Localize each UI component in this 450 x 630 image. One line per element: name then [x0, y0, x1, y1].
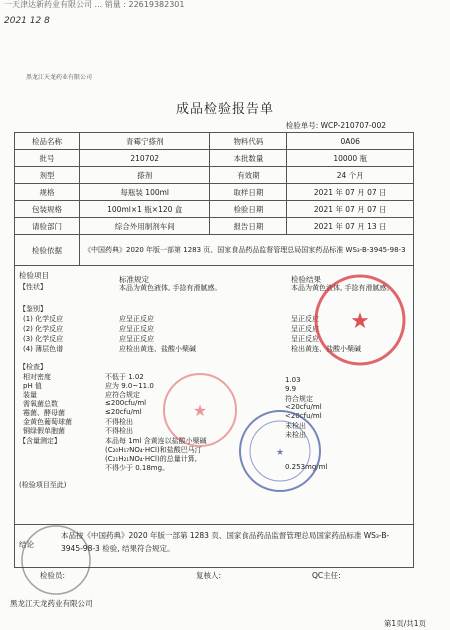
pack-label: 包装规格: [15, 201, 80, 218]
document-title: 成品检验报告单: [175, 102, 274, 117]
batch-label: 批号: [15, 150, 80, 167]
ident-item-4: (4) 薄层色谱: [23, 345, 64, 353]
dept-label: 请验部门: [15, 218, 80, 235]
name-value: 青霉宁搽剂: [80, 133, 210, 150]
qty-label: 本批数量: [210, 150, 287, 167]
check-item-2: pH 值: [23, 382, 42, 390]
check-item-6: 金黄色葡萄球菌: [23, 418, 72, 426]
col-result-header: 检验结果: [291, 275, 321, 284]
pack-value: 100ml×1 瓶×120 盒: [80, 201, 210, 218]
validity-label: 有效期: [210, 167, 287, 184]
basis-value: 《中国药典》2020 年版一部第 1283 页、国家食品药品监督管理总局国家药品标准 WS₃-B-3945-98-3: [80, 235, 414, 266]
character-result: 本品为黄色液体, 手捻有滑腻感。: [291, 284, 394, 292]
type-label: 剂型: [15, 167, 80, 184]
ident-std-3: 应呈正反应: [119, 335, 154, 343]
ident-item-3: (3) 化学反应: [23, 335, 64, 343]
ident-std-1: 应呈正反应: [119, 315, 154, 323]
assay-result: 0.253mg/ml: [285, 463, 328, 471]
name-label: 检品名称: [15, 133, 80, 150]
assay-std-4: 不得少于 0.18mg。: [105, 464, 170, 472]
company-stamp-faded: [160, 370, 240, 450]
svg-text:★: ★: [350, 309, 370, 334]
sample-date-label: 取样日期: [210, 184, 287, 201]
ident-std-2: 应呈正反应: [119, 325, 154, 333]
character-standard: 本品为黄色液体, 手捻有滑腻感。: [119, 284, 222, 292]
check-std-5: ≤20cfu/ml: [105, 408, 142, 416]
col-item-header: 检验项目: [19, 271, 49, 280]
dept-value: 综合外用制剂车间: [80, 218, 210, 235]
ident-heading: 【鉴别】: [19, 305, 47, 313]
svg-text:★: ★: [275, 448, 285, 458]
spec-value: 每瓶装 100ml: [80, 184, 210, 201]
basis-label: 检验依据: [15, 235, 80, 266]
lab-stamp: [16, 520, 96, 600]
company-footer: 黑龙江天龙药业有限公司: [10, 599, 93, 608]
code-value: 0A06: [287, 133, 414, 150]
info-table: [14, 132, 414, 266]
assay-std-3: (C₂₁H₂₁NO₄·HCl)的总量计算,: [105, 455, 197, 463]
check-res-6: 未检出: [285, 422, 306, 430]
col-standard-header: 标准规定: [119, 275, 149, 284]
check-item-3: 装量: [23, 391, 37, 399]
check-std-1: 不低于 1.02: [105, 373, 144, 381]
type-value: 搽剂: [80, 167, 210, 184]
check-res-3: 符合规定: [285, 395, 313, 403]
sample-date-value: 2021 年 07 月 07 日: [287, 184, 414, 201]
check-std-4: ≤200cfu/ml: [105, 399, 147, 407]
check-item-4: 需氧菌总数: [23, 400, 58, 408]
report-date-label: 报告日期: [210, 218, 287, 235]
batch-value: 210702: [80, 150, 210, 167]
page-number: 第1页/共1页: [383, 619, 426, 628]
check-std-3: 应符合规定: [105, 391, 140, 399]
assay-std-2: (C₂₀H₁₇NO₄·HCl)和盐酸巴马汀: [105, 446, 202, 454]
ident-item-1: (1) 化学反应: [23, 315, 64, 323]
check-item-7: 铜绿假单胞菌: [23, 427, 65, 435]
validity-value: 24 个月: [287, 167, 414, 184]
svg-text:★: ★: [192, 401, 208, 420]
spec-label: 规格: [15, 184, 80, 201]
check-std-6: 不得检出: [105, 418, 133, 426]
inspection-stamp-blue: [235, 406, 328, 496]
conclusion-text: 本品按《中国药典》2020 年版一部第 1283 页、国家食品药品监督管理总局国家药品标准 WS₃-B-3945-98-3 检验, 结果符合规定。: [61, 531, 390, 553]
qa-red-stamp: [310, 270, 410, 370]
check-std-7: 不得检出: [105, 427, 133, 435]
qty-value: 10000 瓶: [287, 150, 414, 167]
qc-signature-label: QC主任:: [312, 571, 341, 580]
check-std-2: 应为 9.0~11.0: [105, 382, 154, 390]
report-date-value: 2021 年 07 月 13 日: [287, 218, 414, 235]
ident-std-4: 应检出黄连、盐酸小檗碱: [119, 345, 196, 353]
ident-item-2: (2) 化学反应: [23, 325, 64, 333]
items-end: (检验项目至此): [19, 481, 67, 489]
small-company-label: 黑龙江天龙药业有限公司: [26, 74, 93, 81]
ident-res-1: 呈正反应: [291, 315, 319, 323]
ident-res-2: 呈正反应: [291, 325, 319, 333]
reviewer-signature-label: 复核人:: [196, 571, 222, 580]
conclusion-label: 结论: [19, 540, 34, 549]
ident-res-4: 检出黄连、盐酸小檗碱: [291, 345, 361, 353]
check-res-7: 未检出: [285, 431, 306, 439]
test-date-label: 检验日期: [210, 201, 287, 218]
check-item-1: 相对密度: [23, 373, 51, 381]
character-heading: 【性状】: [19, 283, 47, 291]
assay-heading: 【含量测定】: [19, 437, 61, 445]
check-item-5: 霉菌、酵母菌: [23, 409, 65, 417]
check-heading: 【检查】: [19, 363, 47, 371]
check-res-2: 9.9: [285, 385, 297, 393]
inspector-signature-label: 检验员:: [40, 571, 66, 580]
code-label: 物料代码: [210, 133, 287, 150]
check-res-1: 1.03: [285, 376, 301, 384]
test-date-value: 2021 年 07 月 07 日: [287, 201, 414, 218]
report-number: 检验单号: WCP-210707-002: [285, 121, 386, 130]
check-res-4: <20cfu/ml: [285, 403, 322, 411]
check-res-5: <20cfu/ml: [285, 412, 322, 420]
assay-std-1: 本品每 1ml 含黄连以盐酸小檗碱: [105, 437, 207, 445]
ident-res-3: 呈正反应: [291, 335, 319, 343]
handwritten-date: 2021 12 8: [4, 16, 50, 26]
fax-header: 一天津达新药业有限公司 ... 销量 : 22619382301: [4, 0, 185, 9]
